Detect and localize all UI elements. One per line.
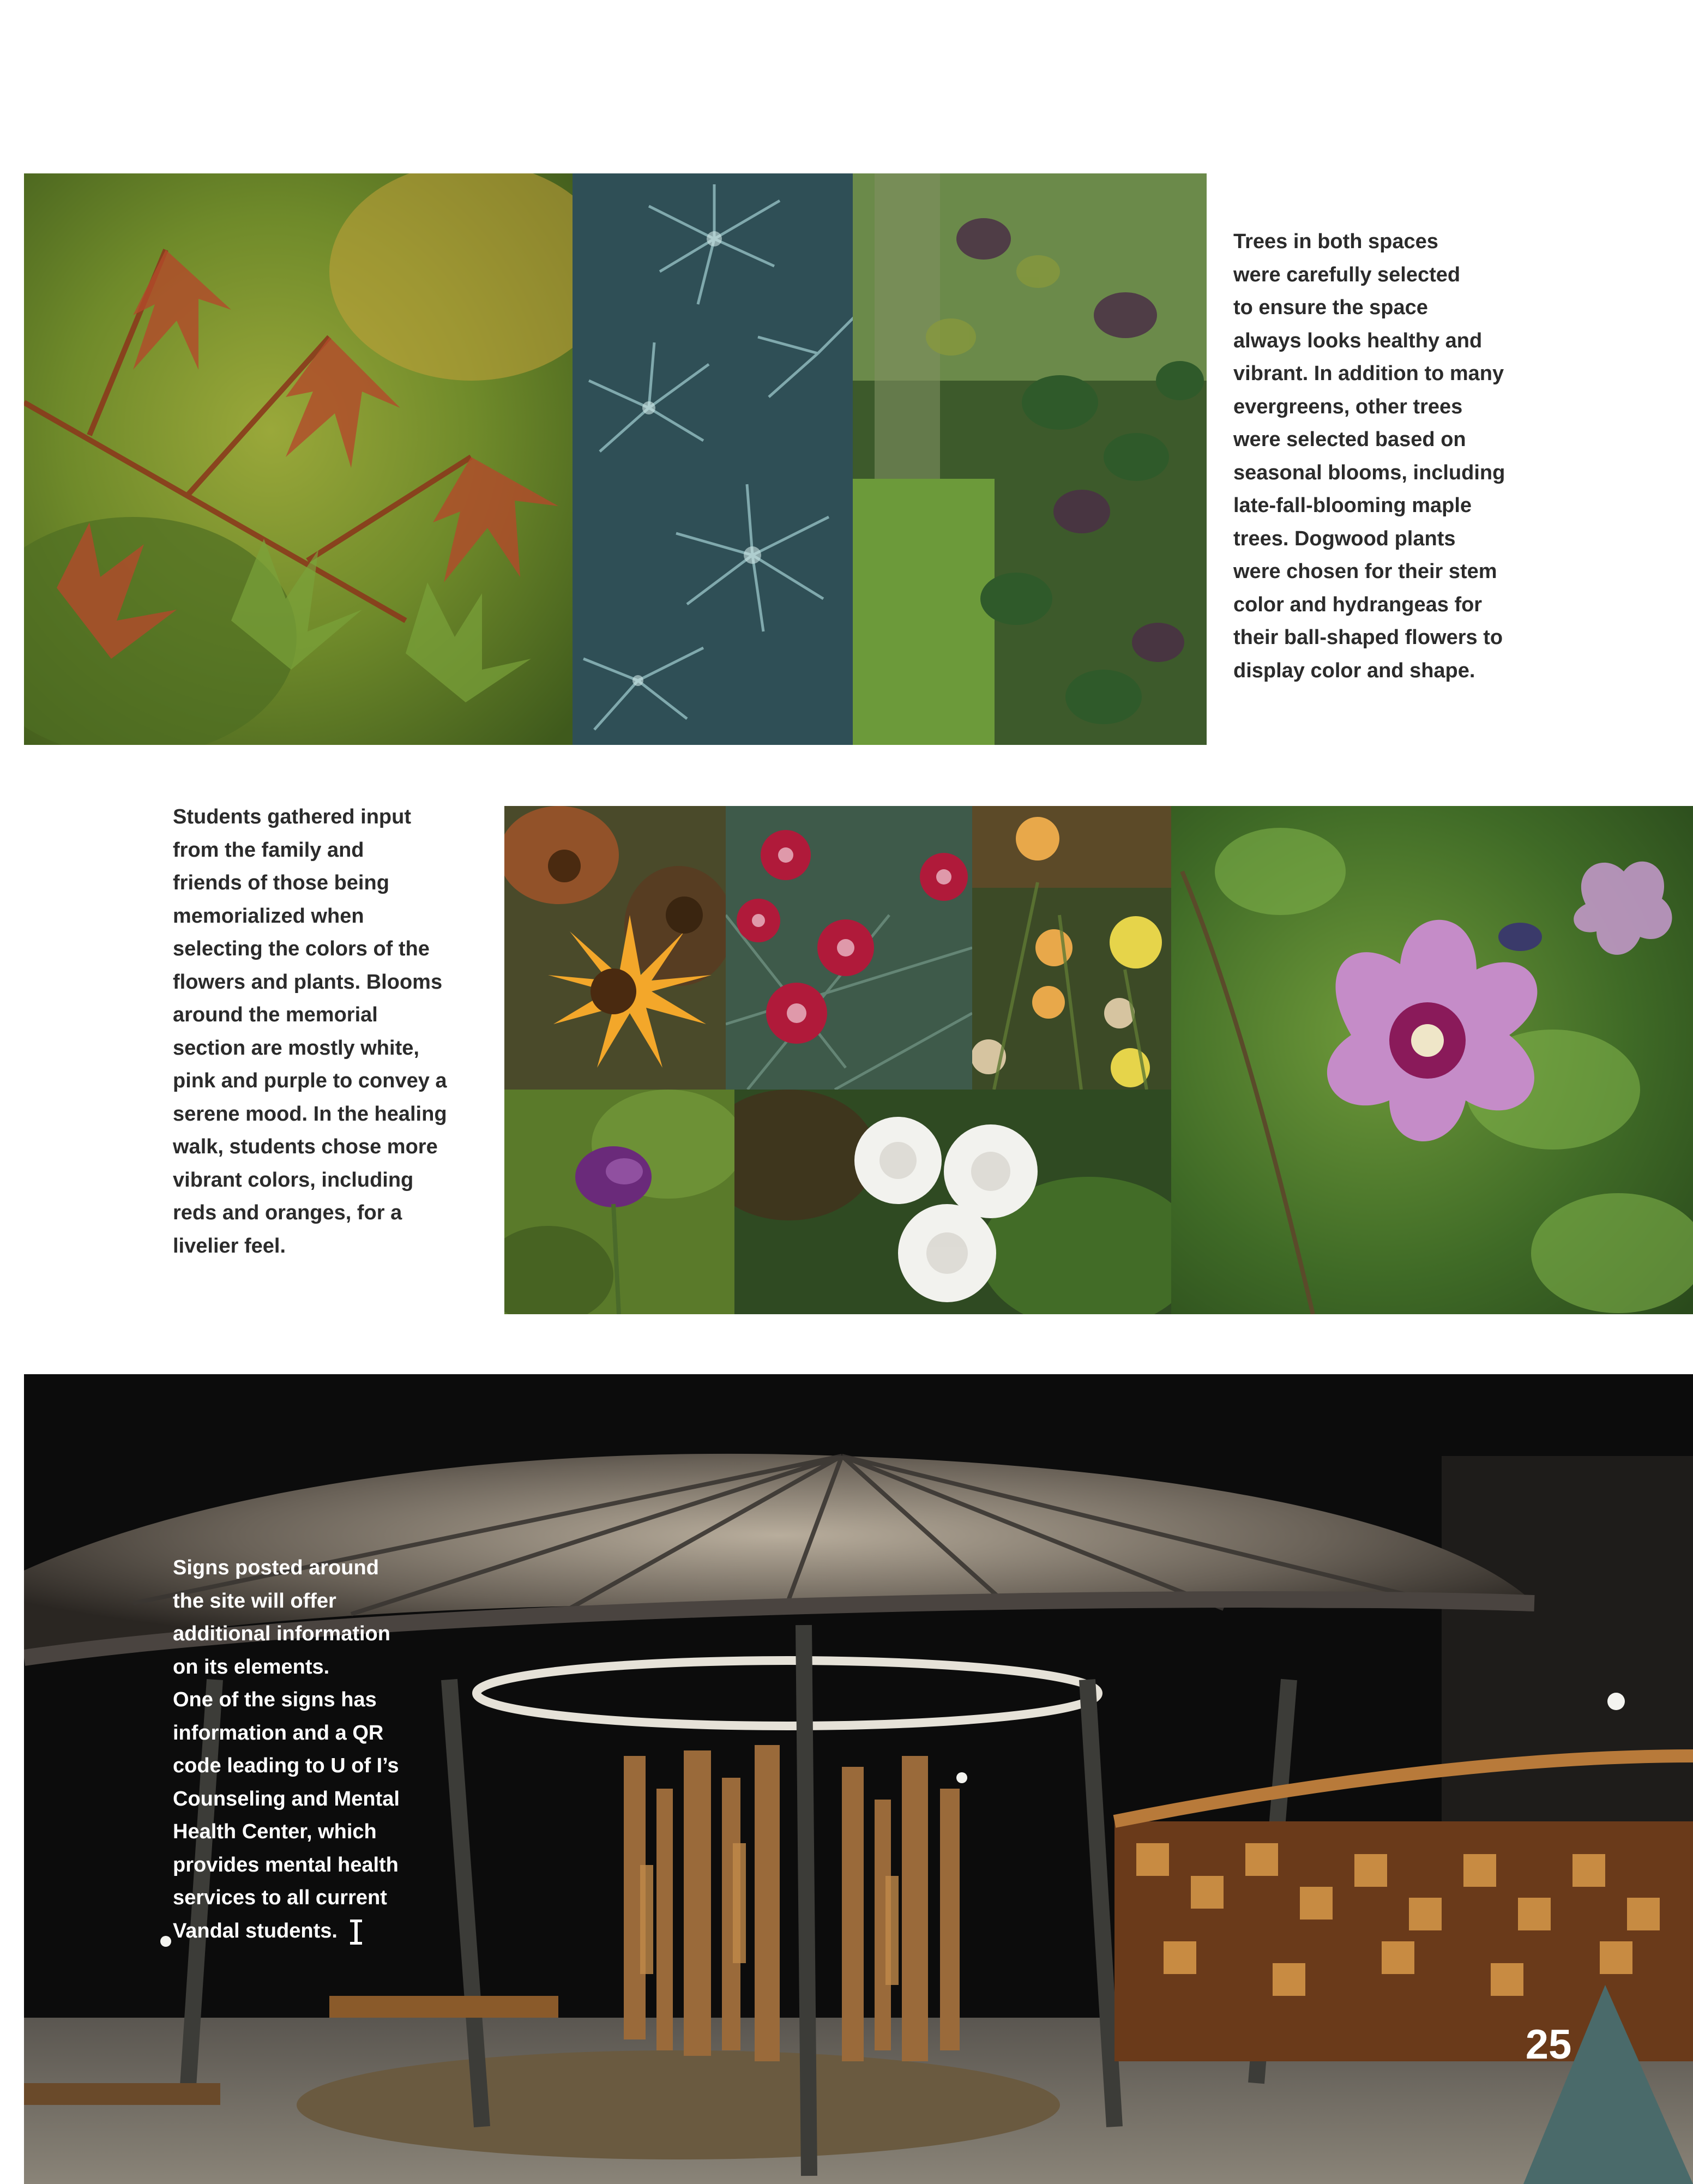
page-number: 25 [1525,2021,1572,2068]
white-roses-photo [734,1090,1171,1314]
coneflower-photo [504,806,726,1090]
trees-caption: Trees in both spaces were carefully selected to ensure the space always looks healthy and vibrant. In addition to many evergreens, other trees were selected based on seasonal blooms, including late-fall-blooming maple trees. Dogwood plants were chosen for their stem color and hydrangeas for their ball-shaped flowers to display color and shape. [1233,230,1505,682]
yarrow-photo [972,806,1171,1090]
maple-leaves-photo [24,173,573,745]
dianthus-photo [726,806,972,1090]
purple-bud-photo [504,1090,734,1314]
i-beam-cursor-icon [348,1920,364,1945]
flowers-caption: Students gathered input from the family and friends of those being memorialized when selecting the colors of the flowers and plants. Blooms around the memorial section are mostly white, pink and purple to convey a serene mood. In the healing walk, students chose more vibrant colors, including reds and oranges, for a livelier feel. [173,805,447,1258]
blue-spruce-photo [573,173,853,745]
redbud-tree-photo [853,173,1207,745]
signs-caption: Signs posted around the site will offer additional information on its elements. One of the signs has information and a QR code leading to U of I’s Counseling and Mental Health Center, which provides mental health services to all current Vandal students. [173,1556,400,1942]
rose-of-sharon-photo [1171,806,1693,1314]
